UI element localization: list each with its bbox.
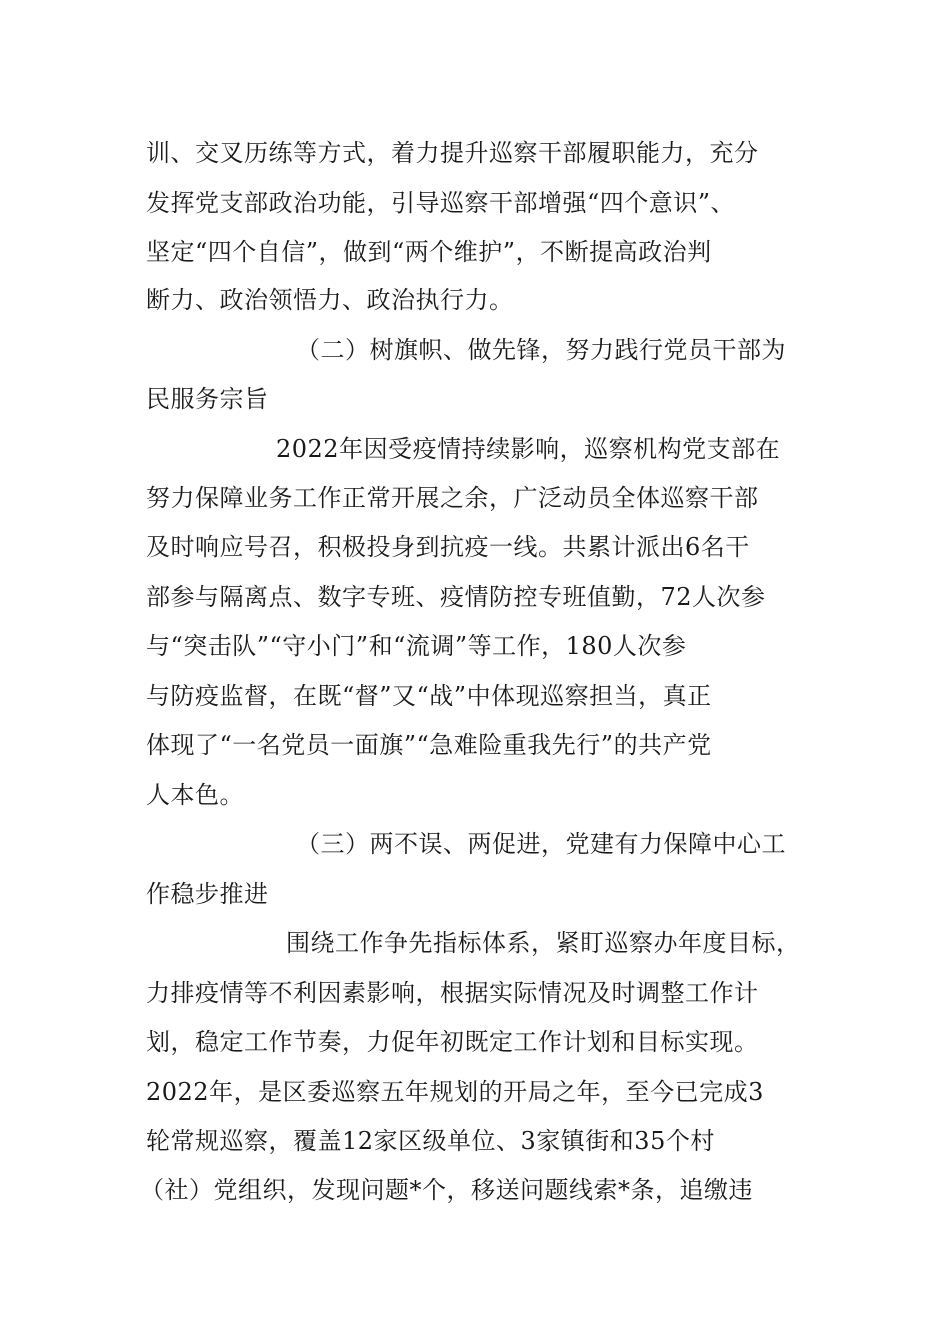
paragraph-line: 力排疫情等不利因素影响，根据实际情况及时调整工作计: [146, 979, 759, 1007]
paragraph-line: 与“突击队”“守小门”和“流调”等工作，180人次参: [146, 632, 687, 660]
paragraph-line: 2022年因受疫情持续影响，巡察机构党支部在: [276, 435, 781, 463]
paragraph-line: 人本色。: [146, 781, 244, 809]
paragraph-line: 围绕工作争先指标体系，紧盯巡察办年度目标，: [286, 929, 801, 957]
paragraph-line: 划，稳定工作节奏，力促年初既定工作计划和目标实现。: [146, 1028, 759, 1056]
paragraph-line: 及时响应号召，积极投身到抗疫一线。共累计派出6名干: [146, 533, 750, 561]
paragraph-line: （社）党组织，发现问题*个，移送问题线索*条，追缴违: [140, 1176, 753, 1204]
paragraph-line: 训、交叉历练等方式，着力提升巡察干部履职能力，充分: [146, 139, 759, 167]
paragraph-line: 部参与隔离点、数字专班、疫情防控专班值勤，72人次参: [146, 583, 766, 611]
paragraph-line: 发挥党支部政治功能，引导巡察干部增强“四个意识”、: [146, 189, 736, 217]
paragraph-line: 努力保障业务工作正常开展之余，广泛动员全体巡察干部: [146, 484, 759, 512]
section-heading-2: （二）树旗帜、做先锋，努力践行党员干部为: [296, 336, 786, 364]
section-heading-2-cont: 民服务宗旨: [146, 385, 269, 413]
paragraph-line: 2022年，是区委巡察五年规划的开局之年，至今已完成3: [146, 1078, 764, 1106]
section-heading-3: （三）两不误、两促进，党建有力保障中心工: [296, 830, 786, 858]
section-heading-3-cont: 作稳步推进: [146, 880, 269, 908]
paragraph-line: 轮常规巡察，覆盖12家区级单位、3家镇街和35个村: [146, 1127, 715, 1155]
paragraph-line: 坚定“四个自信”，做到“两个维护”，不断提高政治判: [146, 238, 712, 266]
paragraph-line: 与防疫监督，在既“督”又“战”中体现巡察担当，真正: [146, 682, 712, 710]
paragraph-line: 断力、政治领悟力、政治执行力。: [146, 286, 514, 314]
paragraph-line: 体现了“一名党员一面旗”“急难险重我先行”的共产党: [146, 731, 712, 759]
